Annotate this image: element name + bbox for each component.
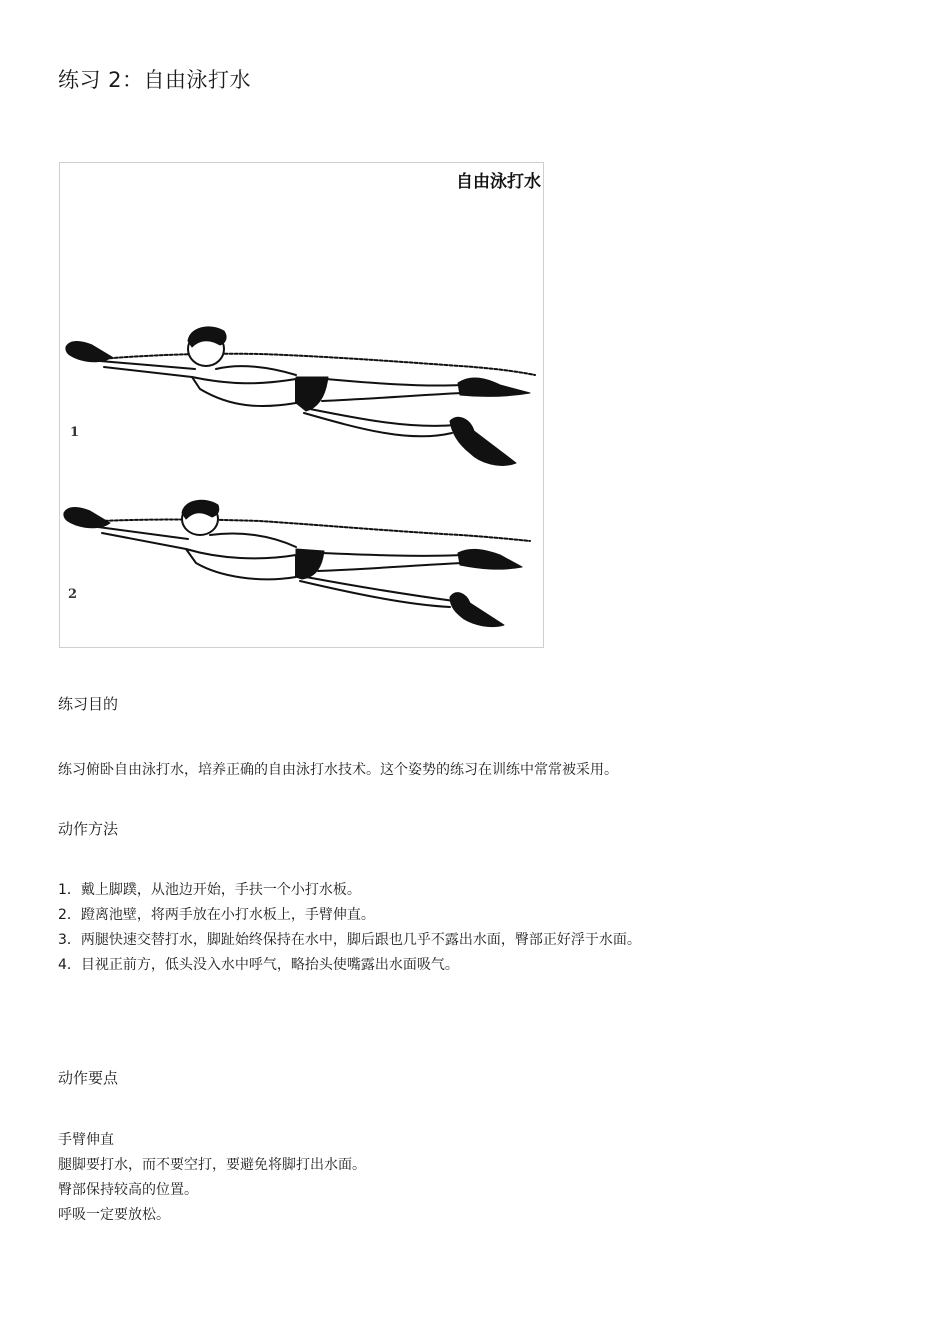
key-point-item: 手臂伸直: [58, 1132, 114, 1148]
figure-label-1: 1: [70, 425, 80, 440]
figure-caption: 自由泳打水: [456, 172, 541, 192]
method-heading: 动作方法: [58, 820, 119, 838]
swimmer-2: [64, 500, 530, 626]
page-title: 练习 2：自由泳打水: [58, 68, 252, 92]
method-item: 2．蹬离池壁，将两手放在小打水板上，手臂伸直。: [58, 907, 375, 923]
key-point-item: 腿脚要打水，而不要空打，要避免将脚打出水面。: [58, 1157, 366, 1173]
key-points-heading: 动作要点: [58, 1069, 119, 1087]
figure-label-2: 2: [68, 587, 78, 602]
freestyle-kick-illustration: [59, 162, 544, 648]
method-item: 3．两腿快速交替打水，脚趾始终保持在水中，脚后跟也几乎不露出水面，臀部正好浮于水面。: [58, 932, 641, 948]
method-item: 1．戴上脚蹼，从池边开始，手扶一个小打水板。: [58, 882, 361, 898]
key-point-item: 呼吸一定要放松。: [58, 1207, 170, 1223]
swimmer-1: [66, 327, 535, 465]
key-point-item: 臀部保持较高的位置。: [58, 1182, 198, 1198]
swimmer-drawing: [60, 163, 544, 648]
purpose-heading: 练习目的: [58, 695, 119, 713]
purpose-text: 练习俯卧自由泳打水，培养正确的自由泳打水技术。这个姿势的练习在训练中常常被采用。: [58, 762, 618, 778]
method-item: 4．目视正前方，低头没入水中呼气，略抬头使嘴露出水面吸气。: [58, 957, 459, 973]
method-list: [58, 878, 641, 978]
key-points-list: [58, 1128, 366, 1228]
